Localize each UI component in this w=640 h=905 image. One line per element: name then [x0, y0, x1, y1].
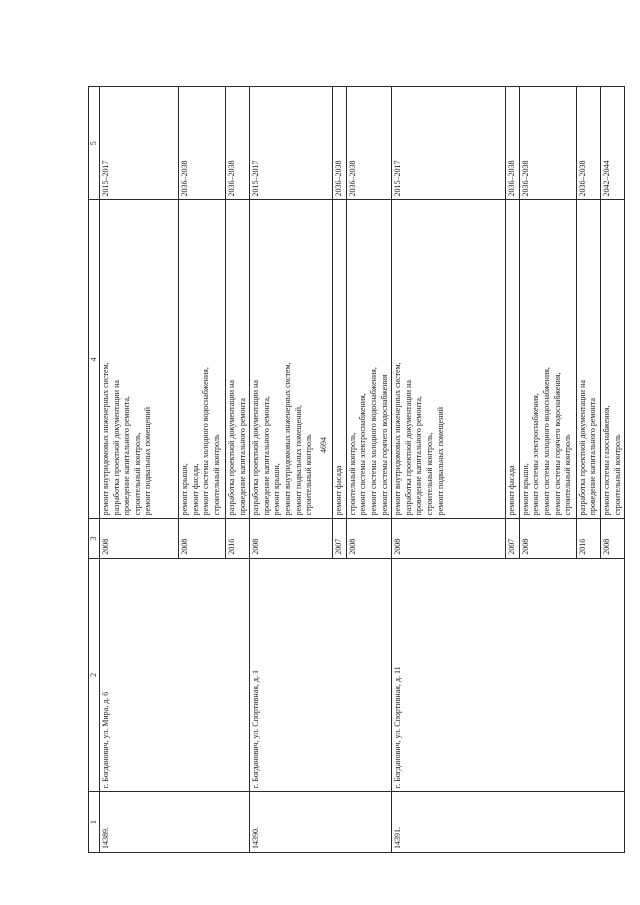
work-line: разработка проектной документации на: [227, 380, 236, 516]
table-row: [519, 87, 576, 853]
work-line: ремонт внутридомовых инженерных систем,: [393, 362, 403, 516]
period: 2015–2017: [392, 87, 506, 200]
table-row: [346, 87, 391, 853]
work-line: ремонт подвальных помещений: [143, 406, 153, 516]
period: 2036–2038: [346, 87, 391, 200]
year: 2008: [100, 519, 179, 558]
period: 2036–2038: [519, 87, 576, 200]
work-line: строительный контроль,: [347, 432, 357, 516]
period: 2015–2017: [250, 87, 333, 200]
table-row: [179, 87, 226, 853]
row-number: 14391.: [392, 792, 506, 853]
work-line: ремонт системы горячего водоснабжения: [379, 374, 389, 516]
table-row: [100, 87, 179, 853]
work-line: строительный контроль: [563, 434, 573, 516]
header-row: [89, 87, 100, 853]
year: 2008: [392, 519, 506, 558]
year: 2008: [346, 519, 391, 558]
works: [506, 200, 520, 519]
works: [392, 200, 506, 519]
work-line: ремонт крыши,: [272, 463, 282, 516]
works: [226, 200, 250, 519]
year: 2007: [506, 519, 520, 558]
work-line: ремонт фасада: [334, 465, 344, 516]
work-line: разработка проектной документации на: [251, 380, 261, 516]
works: [600, 200, 624, 519]
header-col-3: 3: [89, 519, 100, 558]
work-line: ремонт подвальных помещений,: [293, 404, 303, 516]
work-line: проведение капитального ремонта,: [414, 396, 424, 516]
table-row: [600, 87, 624, 853]
work-line: строительный контроль,: [424, 432, 434, 516]
address: г. Богданович, ул. Спортивная, д. 11: [392, 558, 506, 791]
page-number: 4694: [319, 437, 328, 453]
work-line: ремонт крыши,: [180, 463, 189, 516]
period: 2036–2038: [506, 87, 520, 200]
work-line: проведение капитального ремонта,: [122, 396, 132, 516]
work-line: разработка проектной документации на: [403, 380, 413, 516]
header-col-2: 2: [89, 558, 100, 791]
capital-repair-table: [88, 86, 625, 853]
works: [100, 200, 179, 519]
works: [250, 200, 333, 519]
work-line: ремонт системы электроснабжения,: [531, 393, 541, 516]
header-col-1: 1: [89, 792, 100, 853]
work-line: ремонт крыши,: [520, 463, 530, 516]
rotated-table-wrapper: [88, 86, 622, 853]
work-line: ремонт системы холодного водоснабжения,: [368, 367, 378, 516]
work-line: ремонт системы электроснабжения,: [358, 393, 368, 516]
table-row: [250, 87, 333, 853]
period: 2015–2017: [100, 87, 179, 200]
row-number: 14390.: [250, 792, 333, 853]
work-line: ремонт системы холодного водоснабжения,: [201, 367, 211, 516]
works: [519, 200, 576, 519]
work-line: ремонт подвальных помещений: [435, 406, 445, 516]
work-line: ремонт системы газоснабжения,: [601, 405, 611, 516]
works: [346, 200, 391, 519]
work-line: проведение капитального ремонта: [588, 398, 598, 516]
year: 2016: [576, 519, 600, 558]
work-line: ремонт системы горячего водоснабжения,: [552, 372, 562, 516]
table-row: [392, 87, 506, 853]
year: 2008: [600, 519, 624, 558]
work-line: строительный контроль: [211, 434, 221, 516]
year: 2008: [519, 519, 576, 558]
work-line: разработка проектной документации на: [577, 380, 587, 516]
year: 2008: [179, 519, 226, 558]
work-line: ремонт внутридомовых инженерных систем,: [101, 362, 110, 516]
period: 2036–2038: [333, 87, 347, 200]
work-line: разработка проектной документации на: [111, 380, 121, 516]
period: 2042–2044: [600, 87, 624, 200]
work-line: ремонт фасада,: [190, 463, 200, 516]
work-line: ремонт системы холодного водоснабжения,: [541, 367, 551, 516]
work-line: ремонт внутридомовых инженерных систем,: [282, 362, 292, 516]
period: 2036–2038: [576, 87, 600, 200]
work-line: строительный контроль: [612, 434, 622, 516]
table-row: [576, 87, 600, 853]
work-line: ремонт фасада: [507, 465, 517, 516]
work-line: проведение капитального ремонта,: [261, 396, 271, 516]
table-row: [226, 87, 250, 853]
work-line: строительный контроль: [304, 434, 314, 516]
works: [179, 200, 226, 519]
year: 2007: [333, 519, 347, 558]
works: [576, 200, 600, 519]
header-col-4: 4: [89, 200, 100, 519]
address: г. Богданович, ул. Спортивная, д. 1: [250, 558, 333, 791]
address: г. Богданович, ул. Мира, д. 6: [100, 558, 179, 791]
header-col-5: 5: [89, 87, 100, 200]
works: [333, 200, 347, 519]
year: 2008: [250, 519, 333, 558]
table-row: [333, 87, 347, 853]
row-number: 14389.: [100, 792, 179, 853]
work-line: строительный контроль,: [132, 432, 142, 516]
table-row: [506, 87, 520, 853]
year: 2016: [226, 519, 250, 558]
period: 2036–2038: [226, 87, 250, 200]
work-line: проведение капитального ремонта: [237, 398, 247, 516]
period: 2036–2038: [179, 87, 226, 200]
